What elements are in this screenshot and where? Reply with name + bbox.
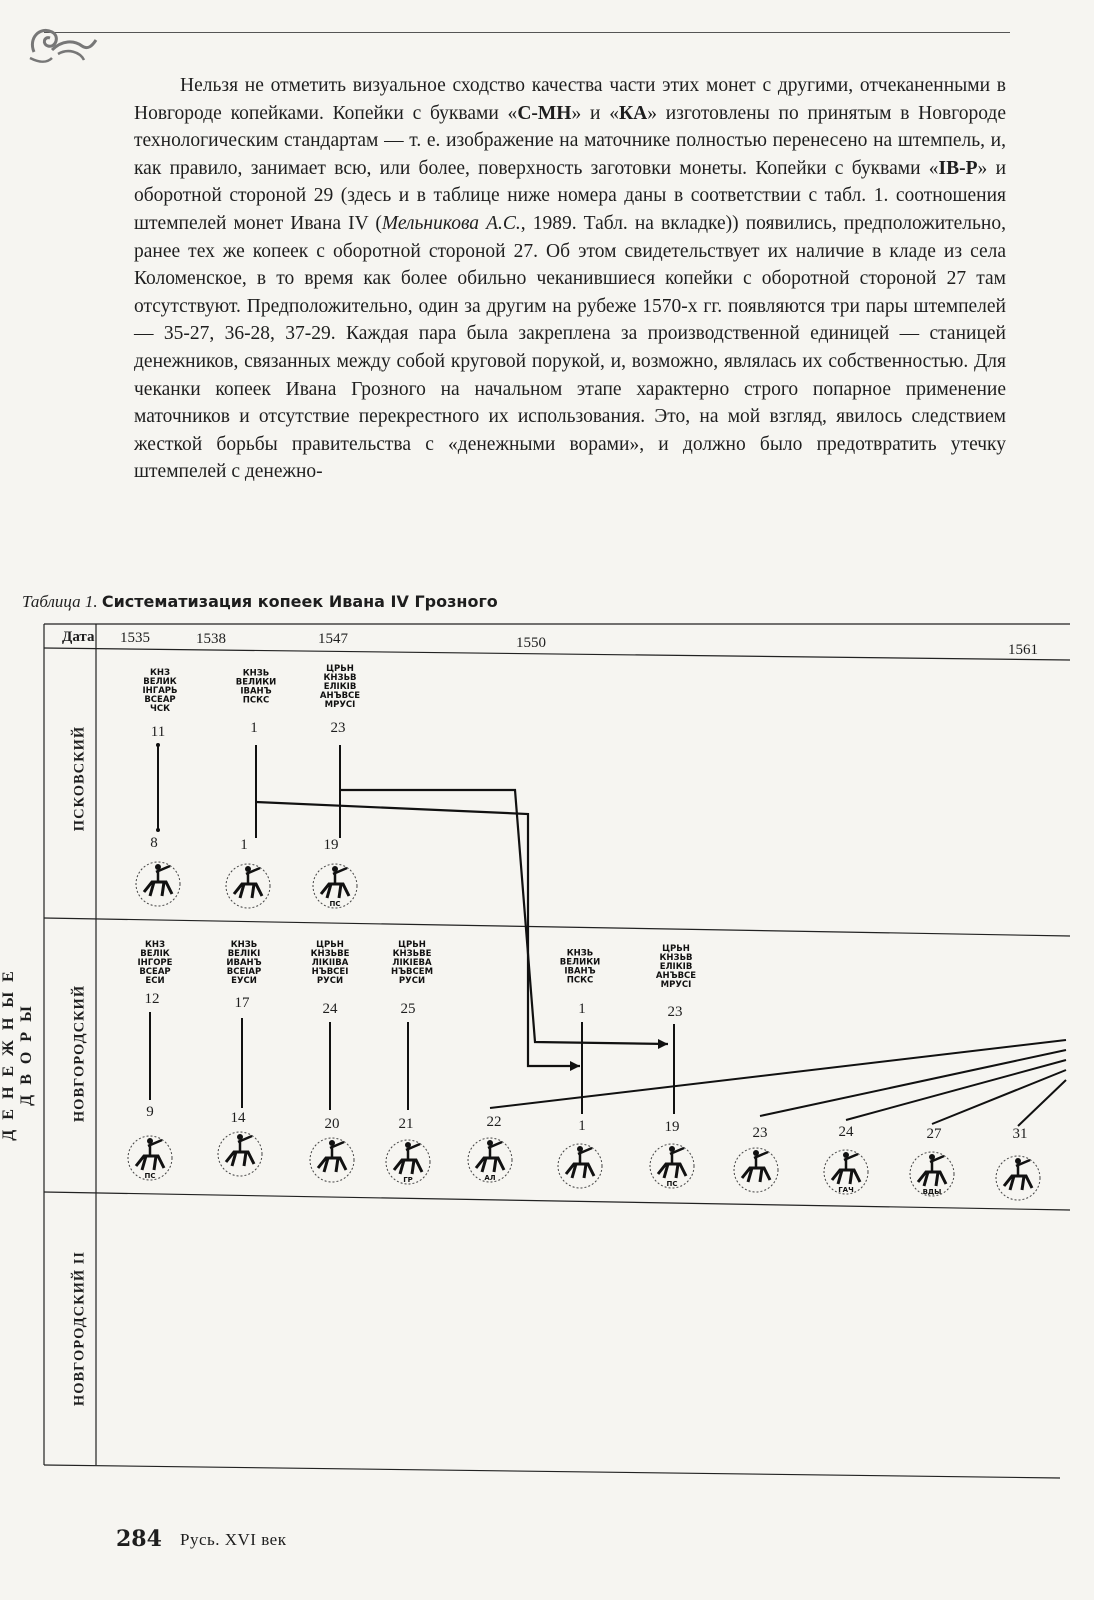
horse-icon <box>918 1172 946 1186</box>
novgorod-reverse-number: 9 <box>146 1104 154 1120</box>
legend-line: ВЕЛІК <box>140 949 170 959</box>
rider-head-icon <box>237 1134 243 1140</box>
arrow-icon <box>570 1061 580 1071</box>
year-label: 1550 <box>516 635 546 651</box>
legend-line: НЪВСЕМ <box>390 967 434 977</box>
side-title: ДЕНЕЖНЫЕ ДВОРЫ <box>0 961 35 1141</box>
horse-icon <box>832 1170 860 1184</box>
legend-line: ЦРЬН <box>316 940 344 950</box>
pskov-reverse-number: 19 <box>323 837 339 853</box>
legend-line: ЕУСИ <box>231 976 257 986</box>
legend-line: ЛІКІІВА <box>311 958 349 968</box>
legend-line: ІВАНЪ <box>240 686 272 697</box>
mint-mark: АЛ <box>484 1174 496 1182</box>
route-line <box>340 790 668 1044</box>
novgorod-reverse-number: 31 <box>1012 1126 1028 1142</box>
legend-line: ВЕЛИКИ <box>235 677 277 688</box>
connector-dot <box>156 828 160 832</box>
legend-line: РУСИ <box>316 976 344 986</box>
legend-line: ВЕЛИК <box>143 677 177 687</box>
legend-line: АНЪВСЕ <box>655 971 697 981</box>
caption-title: Систематизация копеек Ивана IV Грозного <box>101 592 498 611</box>
legend-line: ЛІКІЕВА <box>392 958 432 968</box>
year-label: 1535 <box>120 630 150 646</box>
legend-line: КНЗ <box>144 940 166 950</box>
rider-head-icon <box>929 1154 935 1160</box>
rider-head-icon <box>147 1138 153 1144</box>
running-title: Русь. XVI век <box>180 1530 287 1549</box>
horse-icon <box>226 1152 254 1166</box>
year-label: 1547 <box>318 631 348 647</box>
legend-line: ЧСК <box>149 704 171 714</box>
connector-dot <box>156 743 160 747</box>
legend-line: ІНГАРЬ <box>142 686 178 696</box>
legend-line: МРУСІ <box>324 700 356 710</box>
mint-mark: ВДЫ <box>922 1188 942 1196</box>
diagonal-connector <box>490 1040 1066 1108</box>
legend-line: КНЗ <box>149 668 171 678</box>
mint-mark: ГАЧ <box>838 1186 854 1194</box>
rider-head-icon <box>329 1140 335 1146</box>
legend-line: МРУСІ <box>660 980 692 990</box>
rider-head-icon <box>405 1142 411 1148</box>
legend-line: КНЗЬ <box>230 940 258 950</box>
legend-line: ИВАНЪ <box>226 958 262 968</box>
novgorod-obverse-number: 23 <box>667 1004 683 1020</box>
horse-icon <box>318 1158 346 1172</box>
mint-mark: ПС <box>144 1172 156 1180</box>
novgorod-reverse-number: 27 <box>926 1126 942 1142</box>
legend-line: ВЕЛІКІ <box>227 949 261 959</box>
pskov-obverse-number: 23 <box>330 720 346 736</box>
horse-icon <box>321 884 349 898</box>
novgorod-obverse-number: 12 <box>144 991 160 1007</box>
row-label-novgorod: НОВГОРОДСКИЙ <box>71 984 88 1123</box>
diagonal-connector <box>760 1050 1066 1116</box>
novgorod-reverse-number: 20 <box>324 1116 340 1132</box>
horse-icon <box>234 884 262 898</box>
caption-label: Таблица 1. <box>22 592 98 611</box>
legend-line: ВСЕАР <box>139 967 171 977</box>
rider-head-icon <box>843 1152 849 1158</box>
legend-line: ВЕЛИКИ <box>559 957 601 968</box>
horse-icon <box>136 1156 164 1170</box>
novgorod-reverse-number: 14 <box>230 1110 246 1126</box>
page-number: 284 <box>116 1526 162 1552</box>
route-line <box>256 802 580 1066</box>
rider-head-icon <box>753 1150 759 1156</box>
novgorod-obverse-number: 1 <box>578 1001 586 1017</box>
novgorod-reverse-number: 24 <box>838 1124 854 1140</box>
novgorod-reverse-number: 19 <box>664 1119 680 1135</box>
horse-icon <box>144 882 172 896</box>
legend-line: ЕСИ <box>145 976 165 986</box>
novgorod-obverse-number: 25 <box>400 1001 416 1017</box>
horse-icon <box>658 1164 686 1178</box>
novgorod-obverse-number: 24 <box>322 1001 338 1017</box>
mint-mark: ГР <box>403 1176 413 1184</box>
legend-line: ЕЛІКІВ <box>659 962 693 972</box>
legend-line: ЦРЬН <box>326 664 354 674</box>
pskov-obverse-number: 11 <box>150 724 166 740</box>
novgorod-obverse-number: 17 <box>234 995 250 1011</box>
novgorod-reverse-number: 21 <box>398 1116 414 1132</box>
rider-head-icon <box>245 866 251 872</box>
row-label-novgorod-2: НОВГОРОДСКИЙ II <box>71 1250 88 1407</box>
legend-line: НЪВСЕІ <box>311 967 349 977</box>
legend-line: КНЗЬ <box>566 948 594 959</box>
rider-head-icon <box>155 864 161 870</box>
rider-head-icon <box>669 1146 675 1152</box>
year-label: 1538 <box>196 631 226 647</box>
horse-icon <box>742 1168 770 1182</box>
pskov-obverse-number: 1 <box>250 720 258 736</box>
rider-head-icon <box>1015 1158 1021 1164</box>
legend-line: ЦРЬН <box>398 940 426 950</box>
legend-line: КНЗЬВ <box>659 953 693 963</box>
legend-line: КНЗЬ <box>242 668 270 679</box>
rider-head-icon <box>332 866 338 872</box>
horse-icon <box>476 1158 504 1172</box>
mint-mark: ПС <box>666 1180 678 1188</box>
legend-line: ІВАНЪ <box>564 966 596 977</box>
legend-line: КНЗЬВЕ <box>310 949 350 959</box>
legend-line: ЕЛІКІВ <box>323 682 357 692</box>
row-label-pskov: ПСКОВСКИЙ <box>71 725 88 832</box>
horse-icon <box>394 1160 422 1174</box>
legend-line: РУСИ <box>398 976 426 986</box>
legend-line: ЦРЬН <box>662 944 690 954</box>
legend-line: КНЗЬВ <box>323 673 357 683</box>
legend-line: ПСКС <box>566 975 594 986</box>
legend-line: ПСКС <box>242 695 270 706</box>
rider-head-icon <box>487 1140 493 1146</box>
body-paragraph: Нельзя не отметить визуальное сходство качества части этих монет с другими, отчеканенными в Новгороде копейками. Копейки с буквами «С-МН» и «КА» изготовлены по принятым в Новгороде технологическим стандартам — т. е. изображение на маточнике полностью перенесено на штемпель, и, как правило, занимает всю, или более, поверхность заготовки монеты. Копейки с буквами «IВ-Р» и оборотной стороной 29 (здесь и в таблице ниже номера даны в соответствии с табл. 1. соотношения штемпелей монет Ивана IV (Мельникова А.С., 1989. Табл. на вкладке)) появились, предположительно, ранее тех же копеек с оборотной стороной 27. Об этом свидетельствует их наличие в кладе из села Коломенское, в то время как более обильно чеканившиеся копейки с оборотной стороной 27 там отсутствуют. Предположительно, один за другим на рубеже 1570-х гг. появляются три пары штемпелей — 35-27, 36-28, 37-29. Каждая пара была закреплена за производственной единицей — станицей денежников, связанных между собой круговой порукой, и, возможно, являлась их собственностью. Для чеканки копеек Ивана Грозного на начальном этапе характерно строго попарное применение маточников и отсутствие перекрестного их использования. Это, на мой взгляд, явилось следствием жесткой борьбы правительства с «денежными ворами», и должно было предотвратить утечку штемпелей с денежно- <box>134 75 1007 483</box>
horse-icon <box>1004 1176 1032 1190</box>
novgorod-reverse-number: 22 <box>486 1114 502 1130</box>
legend-line: КНЗЬВЕ <box>392 949 432 959</box>
pskov-reverse-number: 8 <box>150 835 158 851</box>
rider-head-icon <box>577 1146 583 1152</box>
legend-line: ІНГОРЕ <box>137 958 173 968</box>
pskov-reverse-number: 1 <box>240 837 248 853</box>
novgorod-reverse-number: 1 <box>578 1118 586 1134</box>
mint-mark: ПС <box>329 900 341 908</box>
legend-line: ВСЕІАР <box>226 967 262 977</box>
date-header: Дата <box>62 629 95 645</box>
legend-line: АНЪВСЕ <box>319 691 361 701</box>
novgorod-reverse-number: 23 <box>752 1125 768 1141</box>
legend-line: ВСЕАР <box>144 695 176 705</box>
year-label: 1561 <box>1008 642 1038 658</box>
arrow-icon <box>658 1039 668 1049</box>
horse-icon <box>566 1164 594 1178</box>
